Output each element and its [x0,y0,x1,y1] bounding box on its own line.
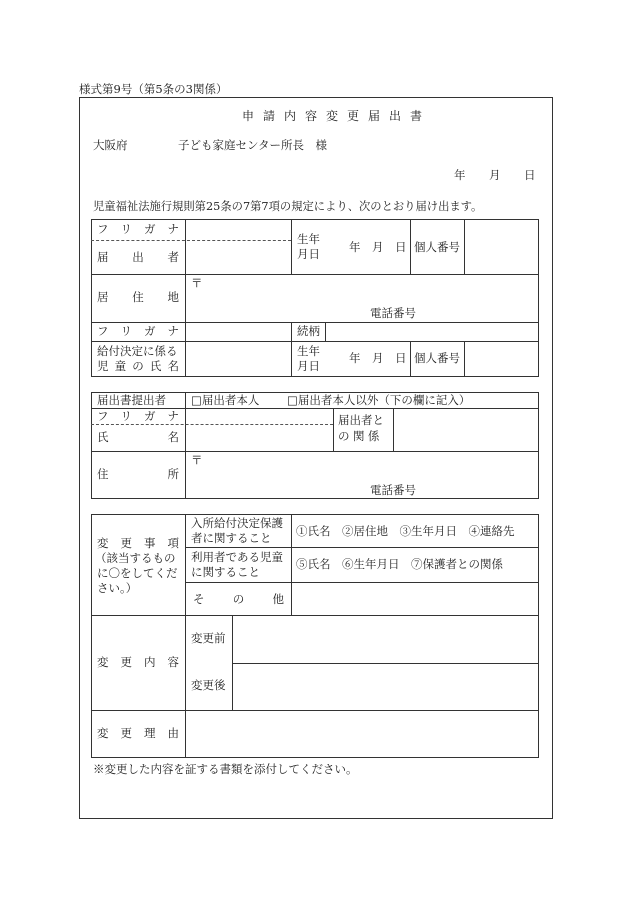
change-after-label: 変更後 [191,678,226,692]
applicant-phone-label: 電話番号 [370,306,416,320]
submitter-phone-label: 電話番号 [370,483,416,497]
change-items-note-2: に〇をしてくだ [97,566,178,580]
change-cat1-label-2: 者に関すること [191,531,272,545]
date-day: 日 [524,168,536,182]
child-name-label-2: 児 童 の 氏 名 [97,359,179,373]
date-month: 月 [489,168,501,182]
change-cat1-options[interactable]: ①氏名 ②居住地 ③生年月日 ④連絡先 [296,524,515,538]
change-cat2-label-1: 利用者である児童 [191,550,283,564]
submitter-furigana-label: フ リ ガ ナ [97,409,179,423]
change-cat2-label-2: に関すること [191,565,260,579]
child-relation-label: 続柄 [297,324,320,338]
child-birth-label-2: 月日 [297,359,320,373]
change-content-label: 変 更 内 容 [97,655,179,669]
child-name-label-1: 給付決定に係る [97,344,178,358]
intro-text: 児童福祉法施行規則第25条の7第7項の規定により、次のとおり届け出ます。 [93,200,483,213]
applicant-birth-label-2: 月日 [297,247,320,261]
applicant-furigana-label: フ リ ガ ナ [97,222,179,236]
applicant-name-label: 届 出 者 [97,250,179,264]
submitter-address-label: 住 所 [97,467,179,481]
change-cat1-label-1: 入所給付決定保護 [191,516,283,530]
submitter-label: 届出書提出者 [97,393,166,407]
change-reason-label: 変 更 理 由 [97,726,179,740]
submitter-postal-mark: 〒 [191,453,203,467]
applicant-birth-value: 年 月 日 [349,240,407,254]
change-cat3-label: そ の 他 [193,592,284,606]
submitter-option-self[interactable]: □届出者本人 [191,393,260,407]
submitter-relation-label-2: の関係 [338,429,383,443]
applicant-address-label: 居 住 地 [97,290,179,304]
child-birth-label-1: 生年 [297,344,320,358]
applicant-birth-label-1: 生年 [297,232,320,246]
change-items-label: 変 更 事 項 [97,536,179,550]
form-title: 申請内容変更届出書 [242,109,432,123]
submitter-option-other[interactable]: □届出者本人以外（下の欄に記入） [287,393,471,407]
footnote: ※変更した内容を証する書類を添付してください。 [93,762,358,776]
applicant-postal-mark: 〒 [191,276,203,290]
date-year: 年 [454,168,466,182]
addressee-org: 大阪府 [93,138,128,152]
form-code: 様式第9号（第5条の3関係） [79,82,228,96]
addressee-name: 子ども家庭センター所長 様 [178,138,328,152]
child-birth-value: 年 月 日 [349,351,407,365]
submitter-name-label: 氏 名 [97,430,179,444]
change-cat2-options[interactable]: ⑤氏名 ⑥生年月日 ⑦保護者との関係 [296,557,503,571]
submitter-relation-label-1: 届出者と [338,413,384,427]
change-before-label: 変更前 [191,631,226,645]
applicant-mynumber-label: 個人番号 [414,240,460,254]
child-mynumber-label: 個人番号 [414,351,460,365]
child-furigana-label: フ リ ガ ナ [97,324,179,338]
change-items-note-1: （該当するもの [95,551,176,565]
change-items-note-3: さい。） [97,581,138,595]
